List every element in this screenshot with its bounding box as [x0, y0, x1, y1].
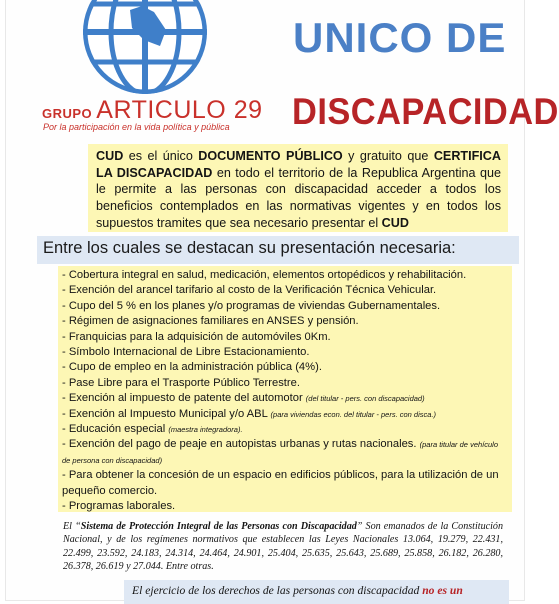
- benefit-item: - Exención del pago de peaje en autopistas urbanas y rutas nacionales. (para titular de vehículo de persona con discapacidad): [62, 438, 499, 465]
- brand-name: GRUPO ARTICULO 29: [42, 96, 263, 124]
- benefit-item: - Exención al Impuesto Municipal y/o ABL (para viviendas econ. del titular - pers. con disca.): [62, 407, 437, 420]
- title-line-2: DISCAPACIDAD: [292, 91, 559, 132]
- benefit-item: - Educación especial (maestra integradora).: [62, 423, 243, 436]
- footer-banner: El ejercicio de los derechos de las personas con discapacidad no es un: [124, 580, 509, 604]
- benefit-item: - Régimen de asignaciones familiares en ANSES y pensión.: [62, 315, 359, 328]
- benefits-list: [62, 268, 508, 515]
- globe-wheelchair-logo-icon: [70, 0, 220, 96]
- brand-tagline: Por la participación en la vida política y pública: [43, 122, 230, 132]
- intro-box: CUD es el único DOCUMENTO PÚBLICO y gratuito que CERTIFICA LA DISCAPACIDAD en todo el territorio de la Republica Argentina que le permite a las personas con discapacidad acceder a todos los beneficios contemplados en las normativas vigentes y en todos los supuestos tramites que sea necesario presentar el CUD: [88, 144, 508, 232]
- benefits-heading: Entre los cuales se destacan su presentación necesaria:: [37, 236, 519, 264]
- benefit-item: - Franquicias para la adquisición de automóviles 0Km.: [62, 330, 331, 343]
- benefit-item: - Exención del arancel tarifario al costo de la Verificación Técnica Vehicular.: [62, 284, 437, 297]
- benefit-item: - Exención al impuesto de patente del automotor (del titular - pers. con discapacidad): [62, 392, 425, 405]
- poster: [6, 0, 559, 600]
- benefit-item: - Para obtener la concesión de un espacio en edificios públicos, para la utilización de un pequeño comercio.: [62, 469, 499, 497]
- benefit-item: - Cupo de empleo en la administración pública (4%).: [62, 361, 322, 374]
- benefit-item: - Símbolo Internacional de Libre Estacionamiento.: [62, 346, 310, 359]
- benefit-item: - Pase Libre para el Trasporte Público Terrestre.: [62, 376, 300, 389]
- benefit-item: - Cobertura integral en salud, medicación, elementos ortopédicos y rehabilitación.: [62, 269, 467, 281]
- benefit-item: - Cupo del 5 % en los planes y/o programas de viviendas Gubernamentales.: [62, 299, 441, 312]
- legal-paragraph: El “Sistema de Protección Integral de las Personas con Discapacidad” Son emanados de la Constitución Nacional, y de los regímenes normativos que establecen las Leyes Nacionales 13.064, 19.279, 22.431, 22.499, 23.592, 24.183, 24.314, 24.464, 24.901, 25.404, 25.635, 25.643, 25.689, 25.858, 26.182, 26.280, 26.378, 26.619 y 27.044. Entre otras.: [63, 521, 504, 572]
- benefit-item: - Programas laborales.: [62, 500, 176, 513]
- title-line-1: UNICO DE: [293, 14, 507, 61]
